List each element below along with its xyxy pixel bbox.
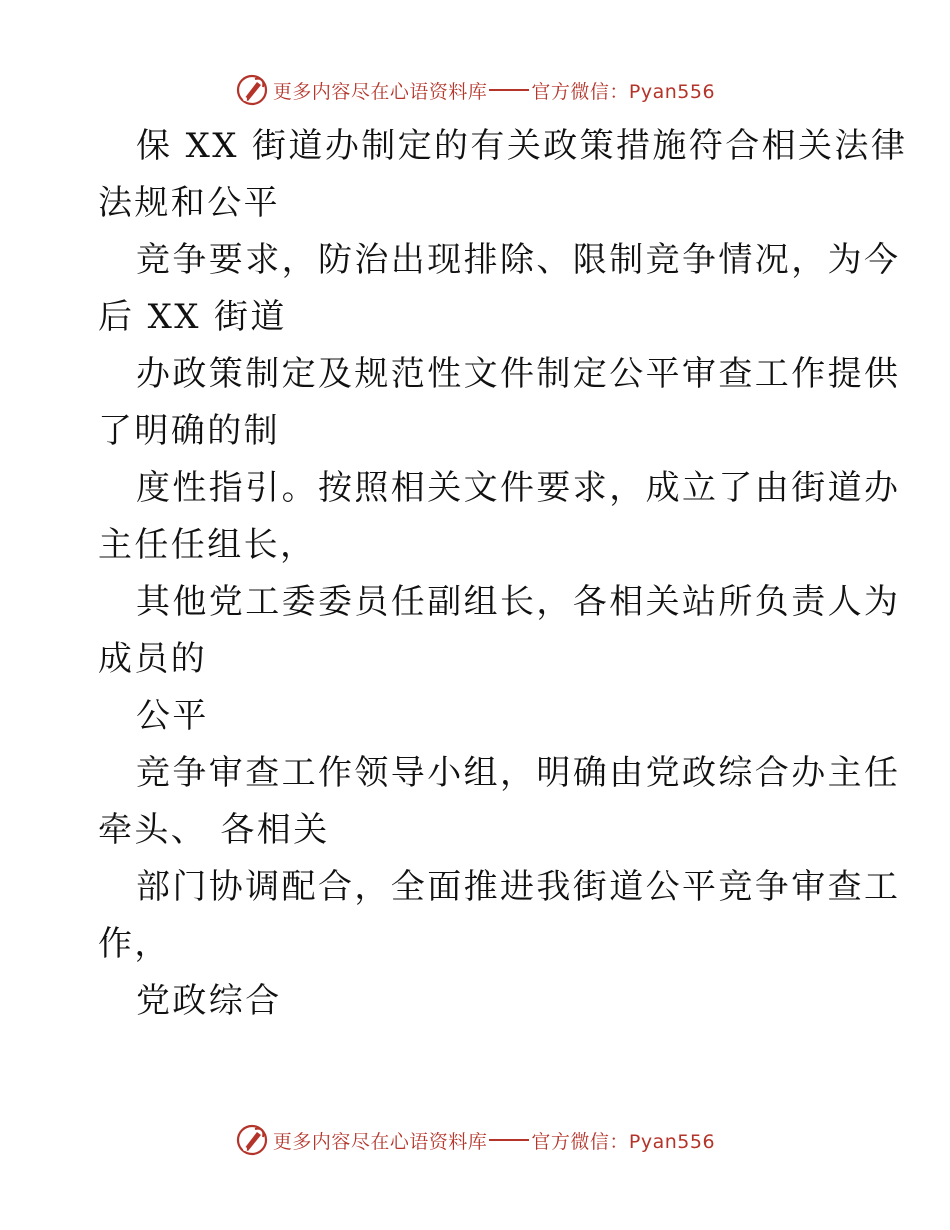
header-contact-text: 官方微信：Pyan556 <box>531 80 716 103</box>
body-line: 法规和公平 <box>98 183 280 223</box>
body-line: 成员的 <box>98 639 208 679</box>
body-line: 了明确的制 <box>98 411 280 451</box>
body-line: 牵头、 各相关 <box>98 810 330 850</box>
footer-site-text: 更多内容尽在心语资料库 <box>272 1130 488 1153</box>
body-line: 作， <box>98 924 171 964</box>
header-site-text: 更多内容尽在心语资料库 <box>272 80 488 103</box>
document-body <box>98 118 908 1030</box>
body-line: 公平 <box>136 696 209 736</box>
body-line: 办政策制定及规范性文件制定公平审查工作提供 <box>136 354 901 394</box>
footer-banner <box>0 1120 950 1160</box>
body-line: 保 XX 街道办制定的有关政策措施符合相关法律 <box>136 126 908 166</box>
body-line: 其他党工委委员任副组长，各相关站所负责人为 <box>136 582 901 622</box>
body-line: 后 XX 街道 <box>98 297 287 337</box>
header-separator <box>489 89 529 91</box>
body-line: 竞争审查工作领导小组，明确由党政综合办主任 <box>136 753 901 793</box>
body-line: 主任任组长， <box>98 525 317 565</box>
body-line: 竞争要求，防治出现排除、限制竞争情况，为今 <box>136 240 901 280</box>
quill-pen-logo-icon <box>235 1123 269 1157</box>
footer-separator <box>489 1139 529 1141</box>
body-line: 党政综合 <box>136 981 282 1021</box>
body-line: 度性指引。按照相关文件要求，成立了由街道办 <box>136 468 901 508</box>
header-banner <box>0 70 950 110</box>
body-line: 部门协调配合，全面推进我街道公平竞争审查工 <box>136 867 901 907</box>
quill-pen-logo-icon <box>235 73 269 107</box>
footer-contact-text: 官方微信：Pyan556 <box>531 1130 716 1153</box>
